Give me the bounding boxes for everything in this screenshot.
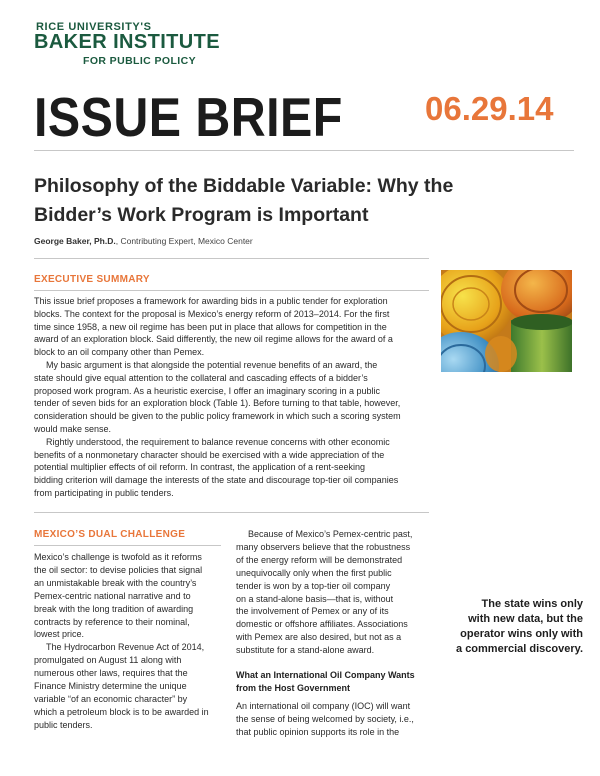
text-line: time since 1958, a new oil regime has been put in place that allows for competition in the <box>34 321 387 332</box>
text-line: This issue brief proposes a framework for awarding bids in a public tender for exploration <box>34 296 388 306</box>
issue-brief-masthead: ISSUE BRIEF <box>34 86 343 148</box>
text-line: Mexico’s challenge is twofold as it reforms <box>34 552 202 562</box>
text-line: bidding criterion will damage the interests of the state and discourage top-tier oil companies <box>34 475 399 486</box>
masthead-divider <box>34 150 574 151</box>
subheading-line: What an International Oil Company Wants <box>236 670 415 680</box>
article-title <box>34 172 574 230</box>
text-line: with Pemex are also desired, but not as a <box>236 632 402 643</box>
text-line: break with the long tradition of awarding <box>34 603 194 614</box>
text-line: consideration should be given to the public policy framework in which such a scoring system <box>34 411 401 422</box>
dual-challenge-rule <box>34 545 221 546</box>
pull-quote-line: The state wins only <box>481 598 583 610</box>
text-line: variable “of an economic character” by <box>34 693 188 704</box>
text-line: substitute for a stand-alone award. <box>236 645 375 656</box>
text-line: tender is won by a top-tier oil company <box>236 580 391 591</box>
text-line: block to an oil company other than Pemex. <box>34 347 205 358</box>
text-line: the sense of being welcomed by society, i.e., <box>236 714 414 724</box>
oil-barrels-image <box>441 270 572 372</box>
text-line: My basic argument is that alongside the potential revenue benefits of an award, the <box>46 359 378 370</box>
logo-university-line: RICE UNIVERSITY'S <box>36 21 152 33</box>
text-line: public tenders. <box>34 719 93 730</box>
publication-date: 06.29.14 <box>425 90 554 127</box>
text-line: promulgated on August 11 along with <box>34 655 182 666</box>
dual-challenge-heading: MEXICO’S DUAL CHALLENGE <box>34 529 186 540</box>
article-title-line: Philosophy of the Biddable Variable: Why the <box>34 175 454 197</box>
text-line: which a petroleum block is to be awarded in <box>34 706 209 717</box>
text-line: tender of seven bids for an exploration block (Table 1). Before turning to that table, however, <box>34 398 401 409</box>
text-line: Because of Mexico’s Pemex-centric past, <box>248 529 413 539</box>
text-line: Finance Ministry determine the unique <box>34 681 187 692</box>
text-line: numerous other laws, requires that the <box>34 668 188 679</box>
text-line: Rightly understood, the requirement to balance revenue concerns with other economic <box>46 436 390 447</box>
text-line: benefits of a nonmonetary character should be exercised with a wide appreciation of the <box>34 449 385 460</box>
ioc-paragraph <box>236 700 431 739</box>
text-line: state should give equal attention to the collateral and cascading effects of a bidder’s <box>34 372 368 383</box>
pull-quote-line: with new data, but the <box>468 613 583 625</box>
text-line: award of an exploration block. Said differently, the new oil regime allows for the award of a <box>34 334 393 345</box>
subheading-line: from the Host Government <box>236 682 351 693</box>
text-line: lowest price. <box>34 629 85 640</box>
executive-summary-end-rule <box>34 512 429 513</box>
dual-challenge-left-column <box>34 551 229 732</box>
text-line: the involvement of Pemex or any of its <box>236 606 389 617</box>
pull-quote-line: a commercial discovery. <box>456 643 583 655</box>
logo-policy-line: FOR PUBLIC POLICY <box>83 55 196 67</box>
pull-quote <box>433 597 583 657</box>
text-line: an unmistakable break with the country’s <box>34 577 197 588</box>
text-line: Pemex-centric national narrative and to <box>34 590 191 601</box>
text-line: that public opinion supports its role in the <box>236 727 400 737</box>
text-line: unequivocally only when the first public <box>236 567 392 578</box>
executive-summary-body <box>34 295 434 500</box>
text-line: of the energy reform will be demonstrated <box>236 554 403 565</box>
text-line: on a stand-alone basis—that is, without <box>236 593 394 604</box>
ioc-subheading <box>236 669 415 694</box>
logo-institute-name: BAKER INSTITUTE <box>34 31 220 53</box>
oil-barrels-photo <box>441 270 572 372</box>
text-line: potential multiplier effects of oil reform. In contrast, the application of a rent-seeking <box>34 462 366 473</box>
author-role: , Contributing Expert, Mexico Center <box>115 236 253 246</box>
text-line: domestic or offshore affiliates. Associations <box>236 619 408 630</box>
text-line: An international oil company (IOC) will want <box>236 701 411 711</box>
text-line: from participating in public tenders. <box>34 487 174 498</box>
byline <box>34 236 253 246</box>
byline-divider <box>34 258 429 259</box>
text-line: The Hydrocarbon Revenue Act of 2014, <box>46 642 205 653</box>
article-title-line: Bidder’s Work Program is Important <box>34 204 369 226</box>
text-line: many observers believe that the robustness <box>236 541 411 552</box>
text-line: blocks. The context for the proposal is Mexico’s energy reform of 2013–2014. For the first <box>34 308 390 319</box>
text-line: proposed work program. As a heuristic exercise, I offer an imaginary scoring in a public <box>34 385 380 396</box>
author-name: George Baker, Ph.D. <box>34 236 116 246</box>
pull-quote-line: operator wins only with <box>460 628 583 640</box>
executive-summary-rule <box>34 290 429 291</box>
executive-summary-heading: EXECUTIVE SUMMARY <box>34 274 150 285</box>
text-line: contracts by reference to their nominal, <box>34 616 190 627</box>
dual-challenge-right-column <box>236 528 431 657</box>
text-line: would make sense. <box>34 423 112 434</box>
text-line: the oil sector: to devise policies that signal <box>34 564 203 575</box>
